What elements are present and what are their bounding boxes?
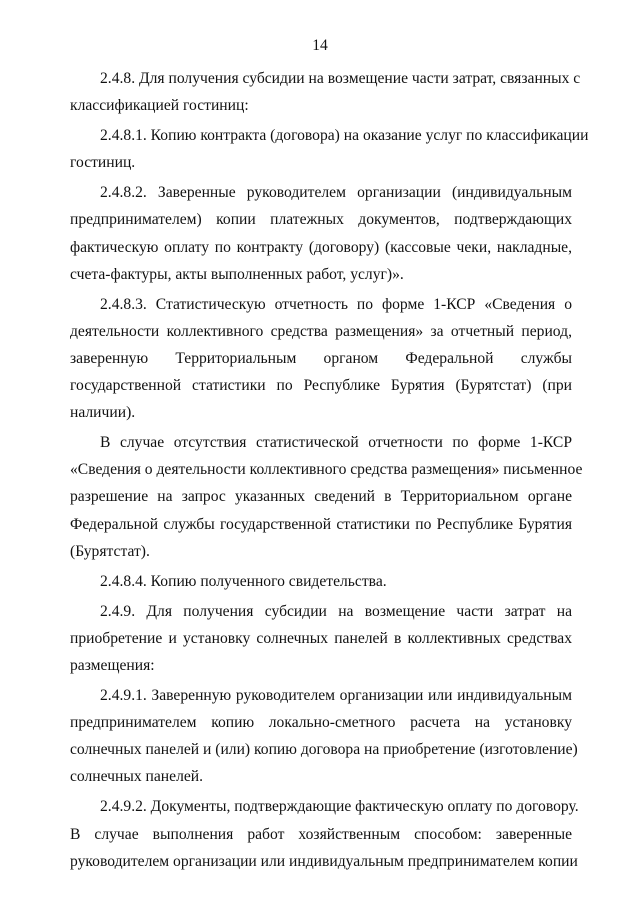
text-line: предпринимателем) копии платежных документов, подтверждающих [70,211,572,229]
document-body [70,65,589,875]
paragraph [70,598,572,679]
paragraph [70,65,581,119]
text-line: (Бурятстат). [70,542,150,560]
text-line: 2.4.8.3. Статистическую отчетность по форме 1-КСР «Сведения о [100,295,572,313]
paragraph [70,122,589,176]
text-line: 2.4.8.2. Заверенные руководителем организации (индивидуальным [100,184,572,202]
paragraph [70,568,572,595]
text-line: приобретение и установку солнечных панелей в коллективных средствах [70,629,572,647]
text-line: 2.4.8.1. Копию контракта (договора) на оказание услуг по классификации [100,127,589,145]
text-line: разрешение на запрос указанных сведений в Территориальном органе [70,488,572,506]
text-line: фактическую оплату по контракту (договору) (кассовые чеки, накладные, [70,238,572,256]
page-number: 14 [312,37,328,54]
text-line: 2.4.9.1. Заверенную руководителем организации или индивидуальным [100,687,572,705]
text-line: 2.4.9.2. Документы, подтверждающие фактическую оплату по договору. [100,798,579,816]
text-line: В случае отсутствия статистической отчетности по форме 1-КСР [100,434,572,452]
text-line: гостиниц. [70,154,136,172]
text-line: классификацией гостиниц: [70,97,249,115]
text-line: деятельности коллективного средства размещения» за отчетный период, [70,322,572,340]
text-line: государственной статистики по Республике Бурятия (Бурятстат) (при [70,377,572,395]
text-line: заверенную Территориальным органом Федеральной службы [70,349,572,367]
text-line: 2.4.8.4. Копию полученного свидетельства. [100,572,387,590]
text-line: солнечных панелей и (или) копию договора на приобретение (изготовление) [70,741,578,759]
text-line: Федеральной службы государственной статистики по Республике Бурятия [70,515,572,533]
text-line: руководителем организации или индивидуальным предпринимателем копии [70,852,578,870]
text-line: В случае выполнения работ хозяйственным способом: заверенные [70,825,572,843]
text-line: 2.4.8. Для получения субсидии на возмещение части затрат, связанных с [100,70,581,87]
paragraph [70,429,583,564]
paragraph [70,793,579,874]
text-line: счета-фактуры, акты выполненных работ, услуг)». [70,265,404,283]
text-line: предпринимателем копию локально-сметного расчета на установку [70,714,572,732]
text-line: «Сведения о деятельности коллективного средства размещения» письменное [70,461,583,479]
paragraph [70,291,572,426]
text-line: 2.4.9. Для получения субсидии на возмещение части затрат на [100,602,572,620]
paragraph [70,682,578,790]
text-line: наличии). [70,404,136,422]
text-line: размещения: [70,656,155,674]
paragraph [70,179,572,287]
text-line: солнечных панелей. [70,768,204,786]
